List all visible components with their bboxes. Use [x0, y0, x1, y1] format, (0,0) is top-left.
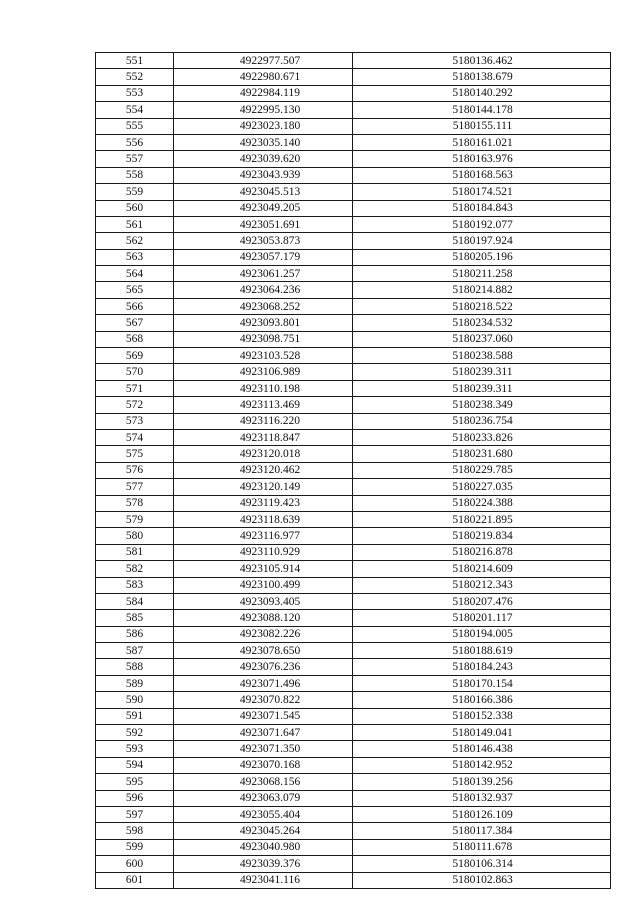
x-coordinate-cell: 4923063.079: [174, 790, 353, 806]
table-row: [96, 872, 611, 888]
y-coordinate-cell: 5180168.563: [353, 167, 611, 183]
x-coordinate-cell: 4923071.496: [174, 675, 353, 691]
y-coordinate-cell: 5180188.619: [353, 643, 611, 659]
table-row: [96, 315, 611, 331]
table-row: [96, 741, 611, 757]
y-coordinate-cell: 5180166.386: [353, 692, 611, 708]
x-coordinate-cell: 4923071.350: [174, 741, 353, 757]
table-row: [96, 331, 611, 347]
coordinates-table: [95, 52, 611, 889]
table-row: [96, 528, 611, 544]
y-coordinate-cell: 5180224.388: [353, 495, 611, 511]
point-number-cell: 601: [96, 872, 174, 888]
y-coordinate-cell: 5180192.077: [353, 216, 611, 232]
point-number-cell: 561: [96, 216, 174, 232]
y-coordinate-cell: 5180234.532: [353, 315, 611, 331]
point-number-cell: 575: [96, 446, 174, 462]
y-coordinate-cell: 5180142.952: [353, 757, 611, 773]
table-row: [96, 610, 611, 626]
table-row: [96, 348, 611, 364]
x-coordinate-cell: 4923103.528: [174, 348, 353, 364]
table-row: [96, 544, 611, 560]
x-coordinate-cell: 4922984.119: [174, 85, 353, 101]
x-coordinate-cell: 4923071.647: [174, 725, 353, 741]
x-coordinate-cell: 4923093.801: [174, 315, 353, 331]
table-row: [96, 69, 611, 85]
y-coordinate-cell: 5180132.937: [353, 790, 611, 806]
table-row: [96, 167, 611, 183]
table-row: [96, 774, 611, 790]
point-number-cell: 600: [96, 856, 174, 872]
y-coordinate-cell: 5180149.041: [353, 725, 611, 741]
x-coordinate-cell: 4922980.671: [174, 69, 353, 85]
y-coordinate-cell: 5180239.311: [353, 380, 611, 396]
y-coordinate-cell: 5180138.679: [353, 69, 611, 85]
point-number-cell: 568: [96, 331, 174, 347]
point-number-cell: 581: [96, 544, 174, 560]
x-coordinate-cell: 4923070.822: [174, 692, 353, 708]
x-coordinate-cell: 4923045.264: [174, 823, 353, 839]
x-coordinate-cell: 4923116.977: [174, 528, 353, 544]
x-coordinate-cell: 4923120.462: [174, 462, 353, 478]
point-number-cell: 583: [96, 577, 174, 593]
y-coordinate-cell: 5180231.680: [353, 446, 611, 462]
x-coordinate-cell: 4923093.405: [174, 593, 353, 609]
y-coordinate-cell: 5180219.834: [353, 528, 611, 544]
coordinates-table-body: [96, 53, 611, 889]
table-row: [96, 53, 611, 69]
y-coordinate-cell: 5180184.843: [353, 200, 611, 216]
y-coordinate-cell: 5180237.060: [353, 331, 611, 347]
y-coordinate-cell: 5180207.476: [353, 593, 611, 609]
x-coordinate-cell: 4923039.376: [174, 856, 353, 872]
table-row: [96, 184, 611, 200]
y-coordinate-cell: 5180106.314: [353, 856, 611, 872]
point-number-cell: 557: [96, 151, 174, 167]
table-row: [96, 200, 611, 216]
table-row: [96, 561, 611, 577]
point-number-cell: 562: [96, 233, 174, 249]
table-row: [96, 692, 611, 708]
x-coordinate-cell: 4923120.018: [174, 446, 353, 462]
table-row: [96, 446, 611, 462]
table-row: [96, 85, 611, 101]
y-coordinate-cell: 5180201.117: [353, 610, 611, 626]
x-coordinate-cell: 4923041.116: [174, 872, 353, 888]
y-coordinate-cell: 5180211.258: [353, 266, 611, 282]
x-coordinate-cell: 4923040.980: [174, 839, 353, 855]
point-number-cell: 578: [96, 495, 174, 511]
x-coordinate-cell: 4923035.140: [174, 134, 353, 150]
y-coordinate-cell: 5180229.785: [353, 462, 611, 478]
point-number-cell: 585: [96, 610, 174, 626]
y-coordinate-cell: 5180238.588: [353, 348, 611, 364]
y-coordinate-cell: 5180221.895: [353, 511, 611, 527]
point-number-cell: 573: [96, 413, 174, 429]
table-row: [96, 380, 611, 396]
y-coordinate-cell: 5180205.196: [353, 249, 611, 265]
y-coordinate-cell: 5180238.349: [353, 397, 611, 413]
table-row: [96, 479, 611, 495]
y-coordinate-cell: 5180227.035: [353, 479, 611, 495]
y-coordinate-cell: 5180212.343: [353, 577, 611, 593]
point-number-cell: 570: [96, 364, 174, 380]
table-row: [96, 511, 611, 527]
x-coordinate-cell: 4923055.404: [174, 806, 353, 822]
x-coordinate-cell: 4923068.252: [174, 298, 353, 314]
point-number-cell: 577: [96, 479, 174, 495]
x-coordinate-cell: 4923110.198: [174, 380, 353, 396]
x-coordinate-cell: 4923070.168: [174, 757, 353, 773]
table-row: [96, 102, 611, 118]
y-coordinate-cell: 5180140.292: [353, 85, 611, 101]
table-row: [96, 675, 611, 691]
x-coordinate-cell: 4923076.236: [174, 659, 353, 675]
x-coordinate-cell: 4923110.929: [174, 544, 353, 560]
x-coordinate-cell: 4923082.226: [174, 626, 353, 642]
table-row: [96, 413, 611, 429]
point-number-cell: 554: [96, 102, 174, 118]
point-number-cell: 598: [96, 823, 174, 839]
y-coordinate-cell: 5180152.338: [353, 708, 611, 724]
table-row: [96, 364, 611, 380]
table-row: [96, 298, 611, 314]
table-row: [96, 495, 611, 511]
table-row: [96, 134, 611, 150]
y-coordinate-cell: 5180218.522: [353, 298, 611, 314]
point-number-cell: 576: [96, 462, 174, 478]
point-number-cell: 599: [96, 839, 174, 855]
x-coordinate-cell: 4922977.507: [174, 53, 353, 69]
point-number-cell: 556: [96, 134, 174, 150]
point-number-cell: 558: [96, 167, 174, 183]
x-coordinate-cell: 4923071.545: [174, 708, 353, 724]
x-coordinate-cell: 4922995.130: [174, 102, 353, 118]
x-coordinate-cell: 4923064.236: [174, 282, 353, 298]
y-coordinate-cell: 5180214.882: [353, 282, 611, 298]
point-number-cell: 591: [96, 708, 174, 724]
y-coordinate-cell: 5180216.878: [353, 544, 611, 560]
point-number-cell: 574: [96, 429, 174, 445]
y-coordinate-cell: 5180194.005: [353, 626, 611, 642]
point-number-cell: 593: [96, 741, 174, 757]
y-coordinate-cell: 5180126.109: [353, 806, 611, 822]
point-number-cell: 552: [96, 69, 174, 85]
point-number-cell: 587: [96, 643, 174, 659]
point-number-cell: 592: [96, 725, 174, 741]
y-coordinate-cell: 5180197.924: [353, 233, 611, 249]
y-coordinate-cell: 5180163.976: [353, 151, 611, 167]
table-row: [96, 643, 611, 659]
point-number-cell: 563: [96, 249, 174, 265]
x-coordinate-cell: 4923051.691: [174, 216, 353, 232]
point-number-cell: 597: [96, 806, 174, 822]
y-coordinate-cell: 5180239.311: [353, 364, 611, 380]
point-number-cell: 588: [96, 659, 174, 675]
point-number-cell: 571: [96, 380, 174, 396]
y-coordinate-cell: 5180144.178: [353, 102, 611, 118]
point-number-cell: 559: [96, 184, 174, 200]
y-coordinate-cell: 5180155.111: [353, 118, 611, 134]
table-row: [96, 233, 611, 249]
table-row: [96, 151, 611, 167]
x-coordinate-cell: 4923120.149: [174, 479, 353, 495]
x-coordinate-cell: 4923068.156: [174, 774, 353, 790]
table-row: [96, 429, 611, 445]
point-number-cell: 555: [96, 118, 174, 134]
x-coordinate-cell: 4923023.180: [174, 118, 353, 134]
table-row: [96, 823, 611, 839]
y-coordinate-cell: 5180184.243: [353, 659, 611, 675]
table-row: [96, 577, 611, 593]
table-row: [96, 708, 611, 724]
point-number-cell: 580: [96, 528, 174, 544]
x-coordinate-cell: 4923057.179: [174, 249, 353, 265]
point-number-cell: 553: [96, 85, 174, 101]
point-number-cell: 551: [96, 53, 174, 69]
x-coordinate-cell: 4923049.205: [174, 200, 353, 216]
x-coordinate-cell: 4923045.513: [174, 184, 353, 200]
point-number-cell: 590: [96, 692, 174, 708]
table-row: [96, 282, 611, 298]
point-number-cell: 582: [96, 561, 174, 577]
x-coordinate-cell: 4923116.220: [174, 413, 353, 429]
y-coordinate-cell: 5180139.256: [353, 774, 611, 790]
y-coordinate-cell: 5180111.678: [353, 839, 611, 855]
point-number-cell: 572: [96, 397, 174, 413]
point-number-cell: 589: [96, 675, 174, 691]
x-coordinate-cell: 4923098.751: [174, 331, 353, 347]
x-coordinate-cell: 4923078.650: [174, 643, 353, 659]
y-coordinate-cell: 5180214.609: [353, 561, 611, 577]
table-row: [96, 757, 611, 773]
point-number-cell: 594: [96, 757, 174, 773]
table-row: [96, 249, 611, 265]
table-row: [96, 725, 611, 741]
table-row: [96, 593, 611, 609]
table-row: [96, 216, 611, 232]
x-coordinate-cell: 4923118.847: [174, 429, 353, 445]
y-coordinate-cell: 5180236.754: [353, 413, 611, 429]
y-coordinate-cell: 5180136.462: [353, 53, 611, 69]
point-number-cell: 579: [96, 511, 174, 527]
x-coordinate-cell: 4923113.469: [174, 397, 353, 413]
table-row: [96, 462, 611, 478]
point-number-cell: 566: [96, 298, 174, 314]
table-row: [96, 856, 611, 872]
point-number-cell: 586: [96, 626, 174, 642]
x-coordinate-cell: 4923088.120: [174, 610, 353, 626]
y-coordinate-cell: 5180146.438: [353, 741, 611, 757]
x-coordinate-cell: 4923105.914: [174, 561, 353, 577]
table-row: [96, 790, 611, 806]
table-row: [96, 397, 611, 413]
x-coordinate-cell: 4923039.620: [174, 151, 353, 167]
x-coordinate-cell: 4923119.423: [174, 495, 353, 511]
point-number-cell: 567: [96, 315, 174, 331]
x-coordinate-cell: 4923118.639: [174, 511, 353, 527]
y-coordinate-cell: 5180117.384: [353, 823, 611, 839]
x-coordinate-cell: 4923106.989: [174, 364, 353, 380]
table-row: [96, 806, 611, 822]
point-number-cell: 584: [96, 593, 174, 609]
point-number-cell: 595: [96, 774, 174, 790]
table-row: [96, 659, 611, 675]
x-coordinate-cell: 4923100.499: [174, 577, 353, 593]
point-number-cell: 560: [96, 200, 174, 216]
table-row: [96, 839, 611, 855]
y-coordinate-cell: 5180233.826: [353, 429, 611, 445]
point-number-cell: 569: [96, 348, 174, 364]
point-number-cell: 596: [96, 790, 174, 806]
table-row: [96, 266, 611, 282]
table-row: [96, 626, 611, 642]
y-coordinate-cell: 5180102.863: [353, 872, 611, 888]
y-coordinate-cell: 5180174.521: [353, 184, 611, 200]
x-coordinate-cell: 4923053.873: [174, 233, 353, 249]
point-number-cell: 564: [96, 266, 174, 282]
table-row: [96, 118, 611, 134]
x-coordinate-cell: 4923061.257: [174, 266, 353, 282]
x-coordinate-cell: 4923043.939: [174, 167, 353, 183]
y-coordinate-cell: 5180170.154: [353, 675, 611, 691]
point-number-cell: 565: [96, 282, 174, 298]
y-coordinate-cell: 5180161.021: [353, 134, 611, 150]
